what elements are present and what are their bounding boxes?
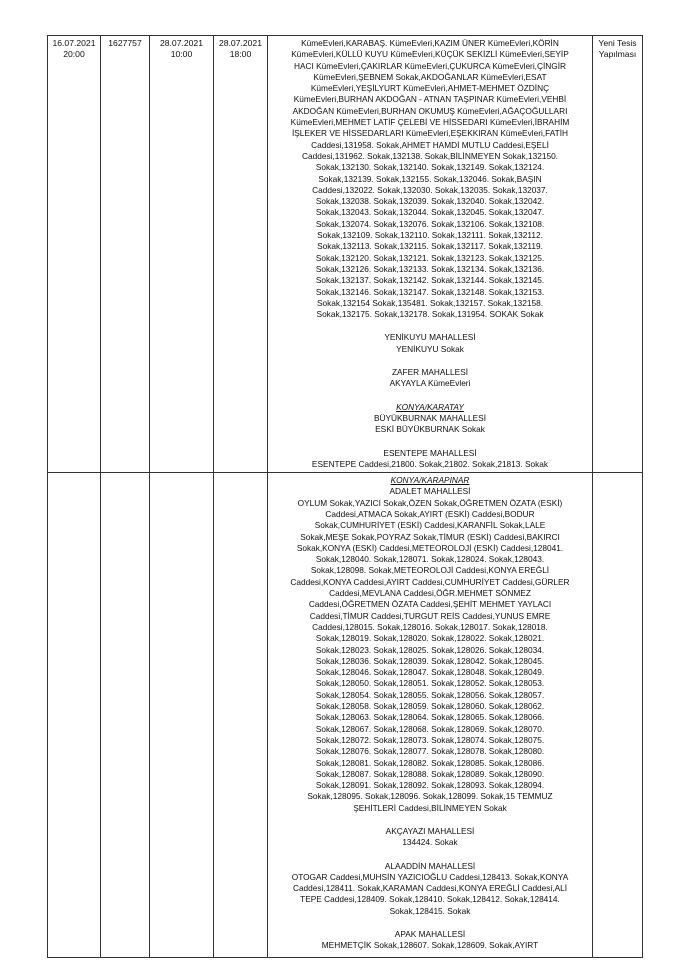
location-line: Caddesi,128015. Sokak,128016. Sokak,128017. Sokak,128018. — [312, 621, 548, 632]
line-spacer — [271, 355, 589, 367]
location-line: Sokak,132043. Sokak,132044. Sokak,132045. Sokak,132047. — [315, 207, 545, 218]
location-line: Sokak,132126. Sokak,132133. Sokak,132134. Sokak,132136. — [315, 263, 545, 274]
location-line: AKYAYLA KümeEvleri — [389, 378, 471, 389]
location-line: KümeEvleri,YEŞİLYURT KümeEvleri,AHMET-MEHMET ÖZDİNÇ — [310, 83, 550, 94]
location-line: Sokak,128023. Sokak,128025. Sokak,128026. Sokak,128034. — [315, 644, 545, 655]
location-line: Sokak,CUMHURİYET (ESKİ) Caddesi,KARANFİL Sokak,LALE — [314, 520, 546, 531]
location-line: Sokak,128095. Sokak,128096. Sokak,128099. Sokak,15 TEMMUZ — [307, 791, 553, 802]
location-line: ŞEHİTLERİ Caddesi,BİLİNMEYEN Sokak — [353, 802, 507, 813]
province-heading: KONYA/KARAPINAR — [390, 475, 470, 486]
location-line: KümeEvleri,KÜLLÜ KUYU KümeEvleri,KÜÇÜK SEKİZLİ KümeEvleri,SEYİP — [291, 49, 569, 60]
start-datetime — [48, 473, 101, 958]
location-line: Sokak,128058. Sokak,128059. Sokak,128060. Sokak,128062. — [315, 701, 545, 712]
location-line: OTOGAR Caddesi,MUHSİN YAZICIOĞLU Caddesi,128413. Sokak,KONYA — [291, 871, 569, 882]
location-line: 134424. Sokak — [402, 837, 458, 848]
location-line: KümeEvleri,BURHAN AKDOĞAN - ATNAN TAŞPINAR KümeEvleri,VEHBİ — [293, 94, 567, 105]
location-line: Sokak,128019. Sokak,128020. Sokak,128022. Sokak,128021. — [315, 633, 545, 644]
location-line: Sokak,132109. Sokak,132110. Sokak,132111. Sokak,132112. — [317, 230, 543, 241]
locations-cell — [268, 473, 593, 958]
end-datetime-2: 28.07.2021 18:00 — [214, 36, 268, 473]
table-row — [48, 473, 643, 958]
line-spacer — [271, 320, 589, 332]
end-datetime-2 — [214, 473, 268, 958]
line-spacer — [271, 814, 589, 826]
location-line: ADALET MAHALLESİ — [389, 486, 471, 497]
location-line: Sokak,128063. Sokak,128064. Sokak,128065. Sokak,128066. — [315, 712, 545, 723]
location-line: YENİKUYU MAHALLESİ — [384, 332, 476, 343]
location-line: Sokak,132130. Sokak,132140. Sokak,132149. Sokak,132124. — [315, 162, 545, 173]
location-line: Caddesi,131958. Sokak,AHMET HAMDİ MUTLU Caddesi,EŞELİ — [311, 139, 549, 150]
location-line: APAK MAHALLESİ — [394, 929, 466, 940]
reason-cell: Yeni Tesis Yapılması — [593, 36, 643, 473]
location-line: Sokak,128415. Sokak — [389, 905, 471, 916]
location-line: Sokak,132038. Sokak,132039. Sokak,132040. Sokak,132042. — [315, 196, 545, 207]
line-spacer — [271, 849, 589, 861]
location-line: Sokak,128036. Sokak,128039. Sokak,128042. Sokak,128045. — [315, 655, 545, 666]
location-line: Sokak,132074. Sokak,132076. Sokak,132106. Sokak,132108. — [315, 218, 545, 229]
location-line: Sokak,132120. Sokak,132121. Sokak,132123. Sokak,132125. — [315, 252, 545, 263]
location-line: Sokak,128067. Sokak,128068. Sokak,128069. Sokak,128070. — [315, 723, 545, 734]
location-line: Caddesi,132022. Sokak,132030. Sokak,132035. Sokak,132037. — [312, 184, 548, 195]
location-line: ESENTEPE MAHALLESİ — [383, 447, 477, 458]
location-line: KümeEvleri,ŞEBNEM Sokak,AKDOĞANLAR KümeEvleri,ESAT — [313, 71, 547, 82]
location-line: Caddesi,131962. Sokak,132138. Sokak,BİLİNMEYEN Sokak,132150. — [302, 150, 558, 161]
location-line: HACI KümeEvleri,ÇAKIRLAR KümeEvleri,ÇUKURCA KümeEvleri,ÇİNGİR — [293, 60, 567, 71]
location-line: Caddesi,TİMUR Caddesi,TURGUT REİS Caddesi,YUNUS EMRE — [309, 610, 551, 621]
location-line: Sokak,132139. Sokak,132155. Sokak,132046. Sokak,BAŞIN — [318, 173, 542, 184]
location-line: Caddesi,128411. Sokak,KARAMAN Caddesi,KONYA EREĞLİ Caddesi,ALİ — [292, 883, 568, 894]
province-heading: KONYA/KARATAY — [396, 401, 464, 412]
reason-cell — [593, 473, 643, 958]
location-line: Sokak,132154 Sokak,135481. Sokak,132157. Sokak,132158. — [316, 297, 544, 308]
location-line: Sokak,132137. Sokak,132142. Sokak,132144. Sokak,132145. — [315, 275, 545, 286]
location-line: Caddesi,ÖĞRETMEN ÖZATA Caddesi,ŞEHİT MEHMET YAYLACI — [308, 599, 552, 610]
location-line: Sokak,128050. Sokak,128051. Sokak,128052. Sokak,128053. — [315, 678, 545, 689]
outage-table — [47, 35, 643, 958]
location-line: AKÇAYAZI MAHALLESİ — [385, 826, 475, 836]
location-line: ESKİ BÜYÜKBURNAK Sokak — [375, 424, 485, 435]
location-line: Sokak,KONYA (ESKİ) Caddesi,METEOROLOJİ (ESKİ) Caddesi,128041. — [296, 542, 564, 553]
location-line: Caddesi,KONYA Caddesi,AYIRT Caddesi,CUMHURİYET Caddesi,GÜRLER — [290, 576, 570, 587]
location-line: Sokak,128054. Sokak,128055. Sokak,128056. Sokak,128057. — [315, 689, 545, 700]
location-line: OYLUM Sokak,YAZICI Sokak,ÖZEN Sokak,ÖĞRETMEN ÖZATA (ESKİ) — [297, 497, 563, 508]
location-line: Sokak,128091. Sokak,128092. Sokak,128093. Sokak,128094. — [315, 780, 545, 791]
location-line: YENİKUYU Sokak — [396, 343, 464, 354]
location-line: AKDOĞAN KümeEvleri,BURHAN OKUMUŞ KümeEvleri,AĞAÇOĞULLARI — [292, 105, 568, 116]
location-line: MEHMETÇİK Sokak,128607. Sokak,128609. Sokak,AYIRT — [321, 940, 539, 951]
table-row — [48, 36, 643, 473]
location-line: Sokak,128087. Sokak,128088. Sokak,128089. Sokak,128090. — [315, 768, 545, 779]
location-line: İŞLEKER VE HİSSEDARLARI KümeEvleri,EŞEKKIRAN KümeEvleri,FATİH — [291, 128, 569, 139]
location-line: Sokak,128040. Sokak,128071. Sokak,128024. Sokak,128043. — [315, 554, 545, 565]
line-spacer — [271, 390, 589, 402]
location-line: BÜYÜKBURNAK MAHALLESİ — [373, 412, 487, 423]
location-line: Sokak,128081. Sokak,128082. Sokak,128085. Sokak,128086. — [315, 757, 545, 768]
locations-cell — [268, 36, 593, 473]
location-line: Sokak,132146. Sokak,132147. Sokak,132148. Sokak,132153. — [315, 286, 545, 297]
location-line: Sokak,128046. Sokak,128047. Sokak,128048. Sokak,128049. — [315, 667, 545, 678]
location-line: ESENTEPE Caddesi,21800. Sokak,21802. Sokak,21813. Sokak — [311, 458, 549, 469]
location-line: Sokak,128098. Sokak,METEOROLOJİ Caddesi,KONYA EREĞLİ — [310, 565, 550, 576]
location-line: KümeEvleri,MEHMET LATİF ÇELEBİ VE HİSSEDARI KümeEvleri,İBRAHİM — [290, 117, 570, 128]
end-datetime-1: 28.07.2021 10:00 — [150, 36, 214, 473]
record-id: 1627757 — [101, 36, 150, 473]
location-line: Sokak,128072. Sokak,128073. Sokak,128074. Sokak,128075. — [315, 734, 545, 745]
location-line: Caddesi,ATMACA Sokak,AYIRT (ESKİ) Caddesi,BODUR — [325, 508, 535, 519]
location-line: ZAFER MAHALLESİ — [391, 367, 469, 378]
record-id — [101, 473, 150, 958]
line-spacer — [271, 917, 589, 929]
location-line: Sokak,MEŞE Sokak,POYRAZ Sokak,TİMUR (ESKİ) Caddesi,BAKIRCI — [300, 531, 560, 542]
end-datetime-1 — [150, 473, 214, 958]
location-line: Sokak,132113. Sokak,132115. Sokak,132117. Sokak,132119. — [317, 241, 543, 252]
location-line: KümeEvleri,KARABAŞ. KümeEvleri,KAZIM ÜNER KümeEvleri,KÖRİN — [301, 38, 559, 48]
location-line: Sokak,128076. Sokak,128077. Sokak,128078. Sokak,128080. — [315, 746, 545, 757]
location-line: Caddesi,MEVLANA Caddesi,ÖĞR.MEHMET SÖNMEZ — [329, 588, 531, 599]
location-line: TEPE Caddesi,128409. Sokak,128410. Sokak,128412. Sokak,128414. — [300, 894, 560, 905]
line-spacer — [271, 436, 589, 448]
location-line: Sokak,132175. Sokak,132178. Sokak,131954. SOKAK Sokak — [316, 309, 544, 320]
start-datetime: 16.07.2021 20:00 — [48, 36, 101, 473]
location-line: ALAADDİN MAHALLESİ — [384, 860, 476, 871]
